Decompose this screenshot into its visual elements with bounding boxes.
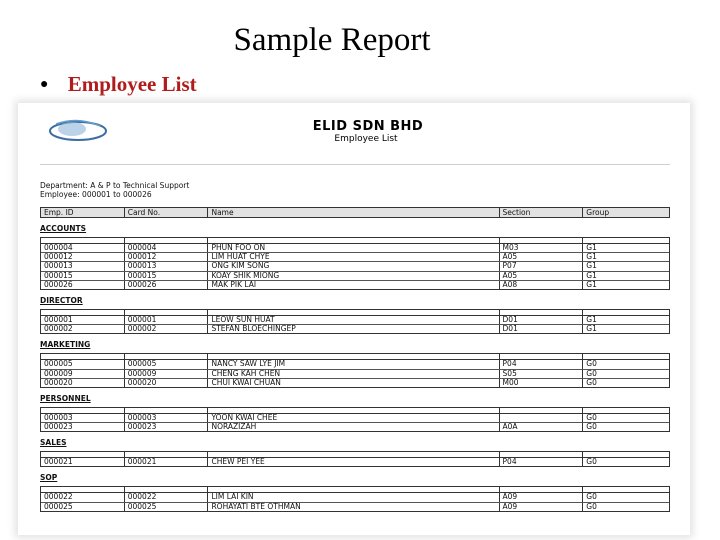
header-strip-cell xyxy=(208,354,499,359)
header-strip-cell xyxy=(125,310,209,315)
column-header-group: Group xyxy=(586,208,610,217)
cell-group: G1 xyxy=(586,262,597,271)
header-strip-cell xyxy=(41,238,125,243)
employee-table xyxy=(40,207,670,512)
table-row xyxy=(41,272,669,281)
table-row xyxy=(41,325,669,333)
cell-group: G0 xyxy=(586,378,597,387)
cell-emp-id: 000022 xyxy=(41,493,125,501)
report-subtitle-text: Employee List xyxy=(334,134,398,144)
cell-group: G1 xyxy=(586,315,597,324)
slide-title-text: Sample Report xyxy=(233,22,431,58)
cell-emp-id: 000012 xyxy=(41,253,125,261)
section-table xyxy=(40,451,670,467)
table-row xyxy=(41,493,669,502)
header-strip-cell xyxy=(41,487,125,492)
cell-card-no: 000023 xyxy=(125,423,209,431)
header-strip-cell xyxy=(125,354,209,359)
header-divider xyxy=(40,164,670,165)
header-strip-cell xyxy=(41,452,125,457)
cell-group: G1 xyxy=(586,244,597,252)
section-title: MARKETING xyxy=(40,340,91,350)
table-row xyxy=(41,370,669,379)
header-strip-cell xyxy=(583,452,669,457)
cell-card-no: 000015 xyxy=(125,272,209,280)
report-image xyxy=(18,103,690,535)
column-header-row xyxy=(40,207,670,218)
header-strip-cell xyxy=(125,238,209,243)
section-title: PERSONNEL xyxy=(40,393,91,403)
employee-range: Employee: 000001 to 000026 xyxy=(40,190,152,199)
cell-name: KOAY SHIK MIONG xyxy=(208,272,499,280)
header-strip-cell xyxy=(500,452,584,457)
table-row xyxy=(41,360,669,369)
cell-card-no: 000003 xyxy=(125,414,209,422)
cell-section: A09 xyxy=(500,503,584,511)
header-strip-cell xyxy=(208,408,499,413)
header-strip-cell xyxy=(500,310,584,315)
table-row xyxy=(41,316,669,325)
cell-section xyxy=(500,414,584,422)
cell-card-no: 000004 xyxy=(125,244,209,252)
section-title: DIRECTOR xyxy=(40,295,83,305)
table-row xyxy=(41,503,669,511)
cell-group: G1 xyxy=(586,271,597,280)
header-strip-cell xyxy=(208,487,499,492)
table-row xyxy=(41,244,669,253)
column-header-card-no: Card No. xyxy=(125,208,209,217)
cell-name: MAK PIK LAI xyxy=(208,281,499,289)
cell-card-no: 000012 xyxy=(125,253,209,261)
cell-emp-id: 000021 xyxy=(41,458,125,466)
cell-name: NORAZIZAH xyxy=(208,423,499,431)
cell-card-no: 000002 xyxy=(125,325,209,333)
cell-group: G0 xyxy=(586,493,597,502)
cell-section: A09 xyxy=(500,493,584,501)
section-table xyxy=(40,237,670,290)
cell-group: G0 xyxy=(586,369,597,378)
cell-card-no: 000005 xyxy=(125,360,209,368)
cell-name: STEFAN BLOECHINGEP xyxy=(208,325,499,333)
section-title: SALES xyxy=(40,438,67,448)
cell-name: CHENG KAH CHEN xyxy=(208,370,499,378)
cell-name: LEOW SUN HUAT xyxy=(208,316,499,324)
section-table xyxy=(40,353,670,388)
header-strip-cell xyxy=(125,452,209,457)
cell-emp-id: 000001 xyxy=(41,316,125,324)
cell-emp-id: 000026 xyxy=(41,281,125,289)
header-strip-cell xyxy=(500,408,584,413)
cell-section: D01 xyxy=(500,325,584,333)
cell-card-no: 000021 xyxy=(125,458,209,466)
section-table xyxy=(40,309,670,334)
column-header-emp-id: Emp. ID xyxy=(41,208,125,217)
bullet-item xyxy=(40,72,197,97)
report-filters xyxy=(40,181,189,199)
cell-emp-id: 000002 xyxy=(41,325,125,333)
cell-name: CHEW PEI YEE xyxy=(208,458,499,466)
cell-section: P04 xyxy=(500,360,584,368)
table-row xyxy=(41,253,669,262)
cell-group: G0 xyxy=(586,423,597,432)
cell-name: LIM HUAT CHYE xyxy=(208,253,499,261)
header-strip-cell xyxy=(208,452,499,457)
cell-section: A05 xyxy=(500,253,584,261)
section-table xyxy=(40,486,670,511)
slide-title xyxy=(0,22,720,59)
company-name-text: ELID SDN BHD xyxy=(312,119,424,134)
cell-card-no: 000009 xyxy=(125,370,209,378)
table-row xyxy=(41,262,669,271)
cell-card-no: 000020 xyxy=(125,379,209,387)
cell-name: CHUI KWAI CHUAN xyxy=(208,379,499,387)
header-strip-cell xyxy=(500,487,584,492)
header-strip-cell xyxy=(41,354,125,359)
bullet-text: Employee List xyxy=(67,72,197,96)
cell-section: P07 xyxy=(500,262,584,270)
cell-card-no: 000025 xyxy=(125,503,209,511)
cell-name: YOON KWAI CHEE xyxy=(208,414,499,422)
table-row xyxy=(41,281,669,289)
cell-name: LIM LAI KIN xyxy=(208,493,499,501)
header-strip-cell xyxy=(583,354,669,359)
header-strip-cell xyxy=(500,238,584,243)
header-strip-cell xyxy=(208,238,499,243)
cell-section: M00 xyxy=(500,379,584,387)
cell-section: S05 xyxy=(500,370,584,378)
cell-emp-id: 000005 xyxy=(41,360,125,368)
cell-name: NANCY SAW LYE JIM xyxy=(208,360,499,368)
header-strip-cell xyxy=(125,408,209,413)
header-strip-cell xyxy=(500,354,584,359)
header-strip-cell xyxy=(583,238,669,243)
cell-emp-id: 000023 xyxy=(41,423,125,431)
cell-section: M03 xyxy=(500,244,584,252)
header-strip-cell xyxy=(125,487,209,492)
cell-section: A05 xyxy=(500,272,584,280)
column-header-name: Name xyxy=(208,208,499,217)
header-strip-cell xyxy=(583,408,669,413)
cell-emp-id: 000025 xyxy=(41,503,125,511)
cell-emp-id: 000009 xyxy=(41,370,125,378)
cell-section: P04 xyxy=(500,458,584,466)
cell-group: G0 xyxy=(586,360,597,369)
table-row xyxy=(41,379,669,387)
cell-group: G1 xyxy=(586,280,597,289)
cell-group: G0 xyxy=(586,502,597,511)
cell-group: G0 xyxy=(586,413,597,422)
cell-name: ROHAYATI BTE OTHMAN xyxy=(208,503,499,511)
cell-section: A0A xyxy=(500,423,584,431)
cell-group: G1 xyxy=(586,253,597,262)
section-title: SOP xyxy=(40,473,58,483)
cell-section: D01 xyxy=(500,316,584,324)
department-sections xyxy=(40,223,670,512)
cell-emp-id: 000003 xyxy=(41,414,125,422)
cell-emp-id: 000004 xyxy=(41,244,125,252)
cell-emp-id: 000020 xyxy=(41,379,125,387)
section-title: ACCOUNTS xyxy=(40,224,87,233)
cell-emp-id: 000013 xyxy=(41,262,125,270)
company-name xyxy=(18,119,690,134)
report-subtitle xyxy=(18,134,690,144)
header-strip-cell xyxy=(41,408,125,413)
cell-name: ONG KIM SONG xyxy=(208,262,499,270)
cell-group: G0 xyxy=(586,458,597,467)
cell-card-no: 000026 xyxy=(125,281,209,289)
cell-group: G1 xyxy=(586,325,597,334)
header-strip-cell xyxy=(583,310,669,315)
column-header-section: Section xyxy=(500,208,584,217)
cell-card-no: 000013 xyxy=(125,262,209,270)
cell-name: PHUN FOO ON xyxy=(208,244,499,252)
table-row xyxy=(41,414,669,423)
cell-emp-id: 000015 xyxy=(41,272,125,280)
cell-card-no: 000001 xyxy=(125,316,209,324)
section-table xyxy=(40,407,670,432)
header-strip-cell xyxy=(208,310,499,315)
header-strip-cell xyxy=(583,487,669,492)
table-row xyxy=(41,423,669,431)
header-strip-cell xyxy=(41,310,125,315)
cell-card-no: 000022 xyxy=(125,493,209,501)
bullet-dot-icon: ● xyxy=(40,75,49,91)
table-row xyxy=(41,458,669,466)
cell-section: A08 xyxy=(500,281,584,289)
department-range: Department: A & P to Technical Support xyxy=(40,181,190,190)
